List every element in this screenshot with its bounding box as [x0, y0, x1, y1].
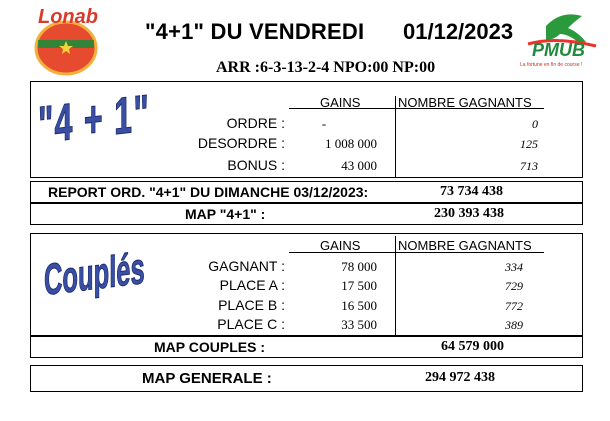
row-label: BONUS :: [227, 157, 285, 173]
row-winners: 713: [520, 159, 538, 173]
pmub-logo-text: PMUB: [532, 40, 585, 60]
row-label: ORDRE :: [226, 115, 285, 131]
col-gains-header: GAINS: [320, 238, 361, 253]
row-winners: 334: [505, 260, 523, 274]
map-couples-label: MAP COUPLES :: [154, 339, 265, 355]
row-winners: 772: [505, 299, 523, 313]
map-couples-value: 64 579 000: [441, 339, 504, 354]
pmub-tagline: La fortune en fin de course !: [520, 62, 583, 68]
page-title: "4+1" DU VENDREDI: [145, 19, 365, 44]
row-label: PLACE B :: [218, 297, 285, 313]
map-generale-row-box: [30, 365, 583, 392]
lonab-logo-text: Lonab: [38, 6, 98, 28]
section-couples-logo: Couplés: [44, 243, 145, 305]
row-gain: 43 000: [341, 158, 377, 173]
row-label: PLACE A :: [219, 277, 285, 293]
row-gain: 78 000: [341, 259, 377, 274]
row-gain: 1 008 000: [325, 136, 377, 151]
row-label: DESORDRE :: [197, 135, 285, 151]
row-label: PLACE C :: [217, 316, 285, 332]
row-gain: 16 500: [341, 298, 377, 313]
row-winners: 729: [505, 279, 523, 293]
section-4plus1-logo: "4 + 1": [38, 84, 150, 155]
map-generale-label: MAP GENERALE :: [142, 370, 272, 387]
row-gain: -: [321, 116, 327, 131]
col-winners-header: NOMBRE GAGNANTS: [398, 95, 532, 110]
row-winners: 0: [532, 117, 538, 131]
row-label: GAGNANT :: [208, 258, 285, 274]
row-gain: 33 500: [341, 317, 377, 332]
column-divider: [395, 236, 396, 336]
row-gain: 17 500: [341, 278, 377, 293]
column-divider: [395, 96, 396, 178]
map-4plus1-value: 230 393 438: [434, 206, 504, 221]
row-winners: 125: [520, 137, 538, 151]
col-winners-header: NOMBRE GAGNANTS: [398, 238, 532, 253]
page-date: 01/12/2023: [403, 19, 514, 44]
arrival-line: ARR :6-3-13-2-4 NPO:00 NP:00: [216, 59, 436, 76]
col-gains-header: GAINS: [320, 95, 361, 110]
report-value: 73 734 438: [440, 184, 503, 199]
row-winners: 389: [505, 318, 523, 332]
map-4plus1-label: MAP "4+1" :: [185, 206, 266, 222]
map-generale-value: 294 972 438: [425, 370, 495, 385]
report-label: REPORT ORD. "4+1" DU DIMANCHE 03/12/2023:: [48, 184, 369, 200]
